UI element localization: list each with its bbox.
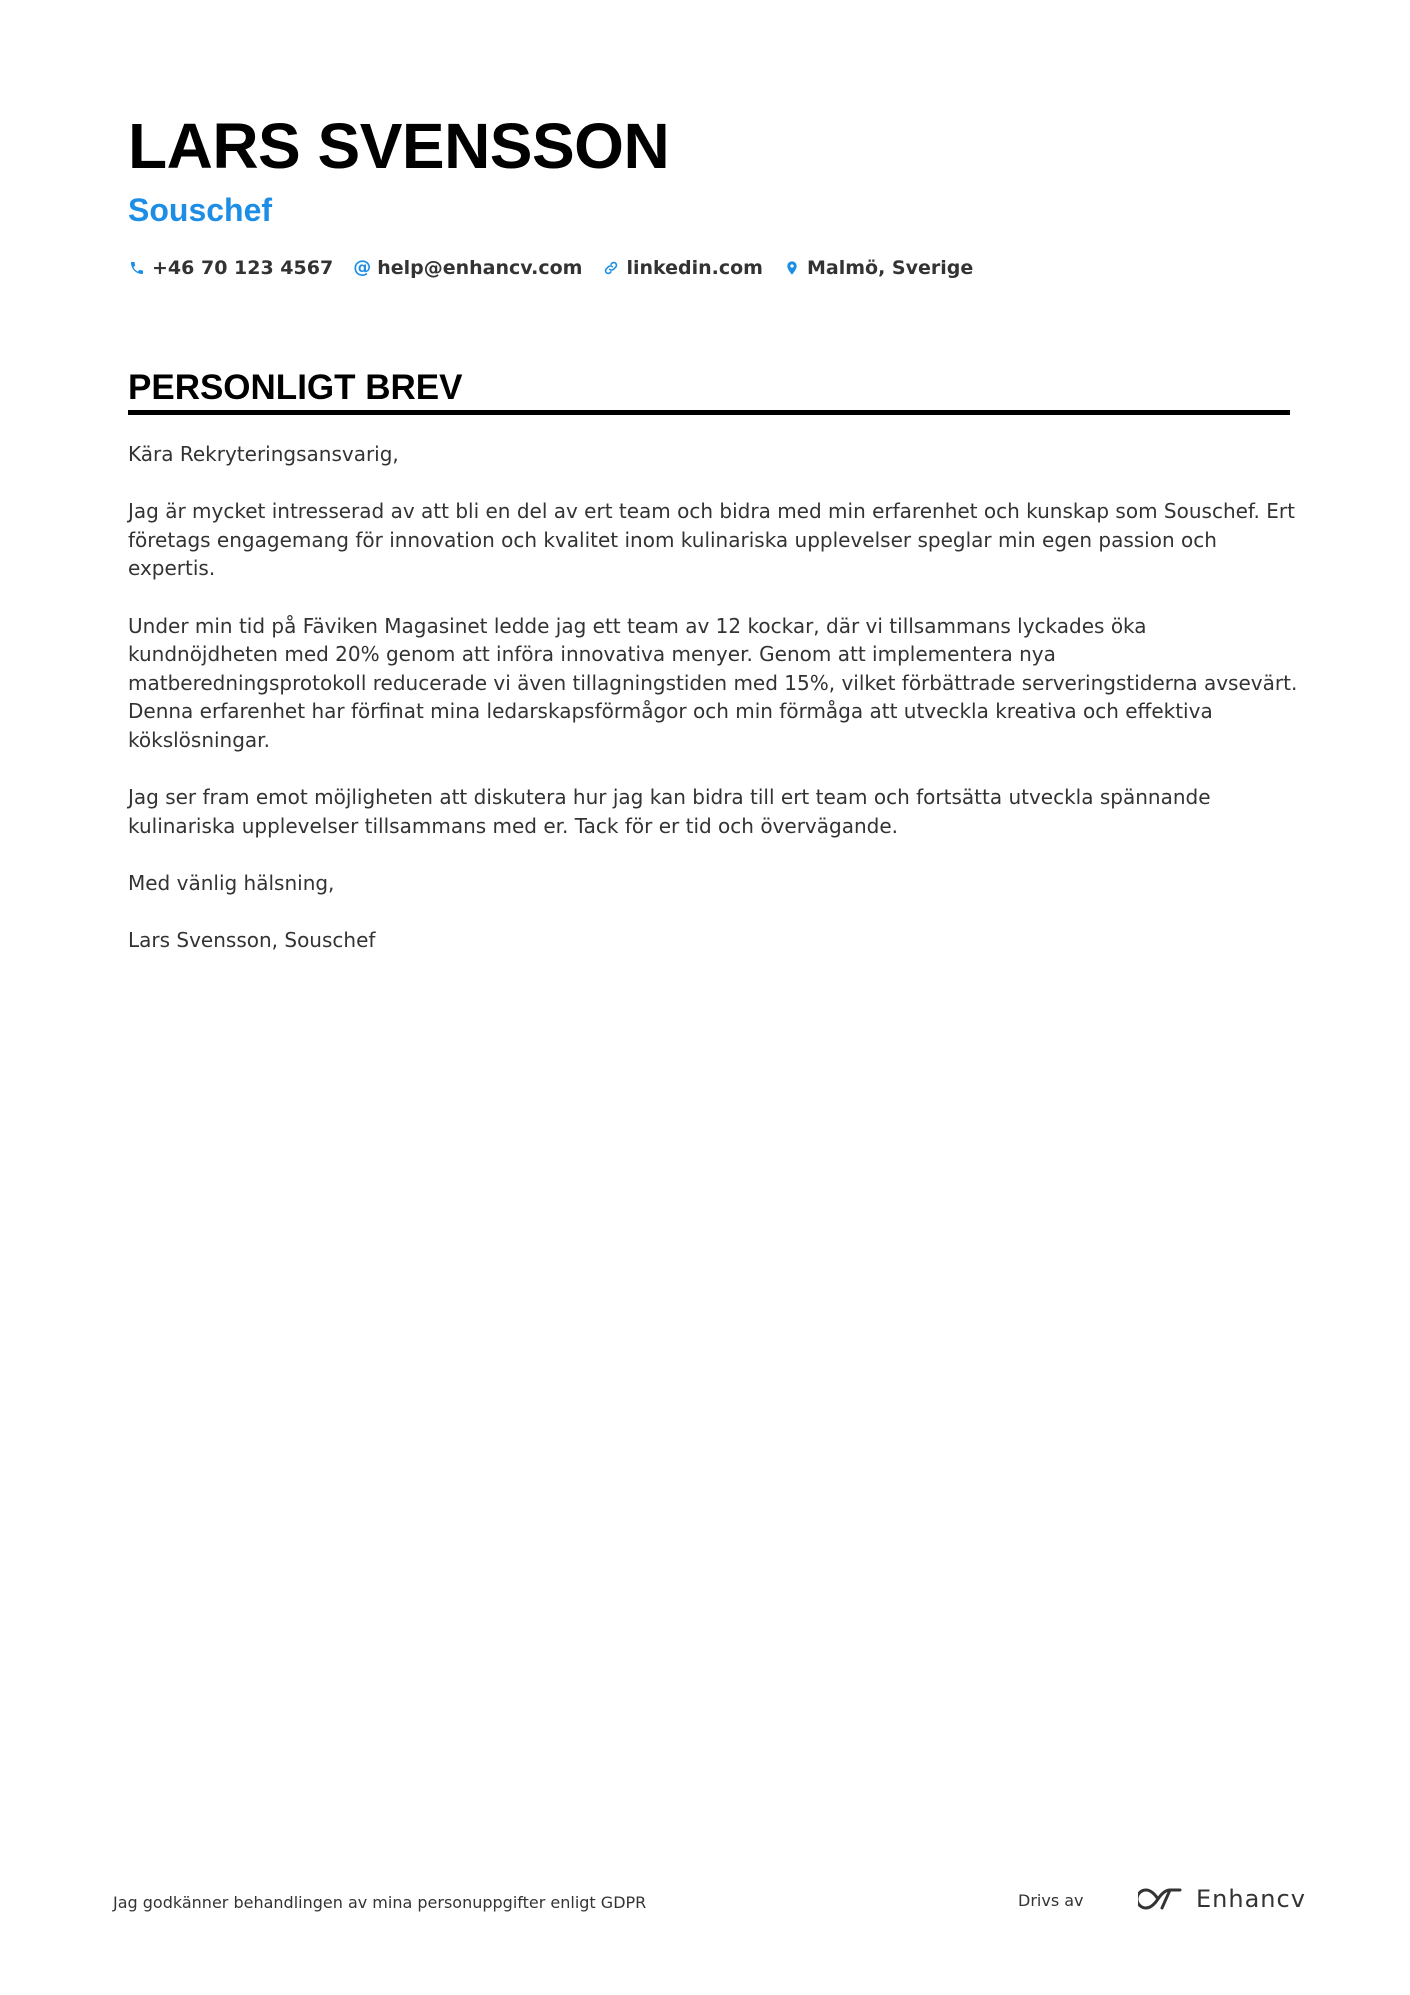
enhancv-brand[interactable] bbox=[1138, 1884, 1306, 1914]
candidate-name: LARS SVENSSON bbox=[128, 110, 670, 182]
contact-email[interactable] bbox=[353, 257, 582, 279]
contact-phone-text: +46 70 123 4567 bbox=[152, 257, 334, 279]
letter-paragraph: Jag är mycket intresserad av att bli en del av ert team och bidra med min erfarenhet och kunskap som Souschef. Ert företags engagemang för innovation och kvalitet inom kulinariska upplevelser speglar min egen passion och expertis. bbox=[128, 499, 1295, 581]
candidate-role: Souschef bbox=[128, 192, 273, 228]
contact-location bbox=[783, 257, 973, 279]
letter-greeting: Kära Rekryteringsansvarig, bbox=[128, 442, 399, 466]
contact-linkedin-text: linkedin.com bbox=[626, 257, 763, 279]
contact-bar bbox=[128, 253, 993, 283]
section-divider bbox=[128, 410, 1290, 415]
enhancv-brand-name: Enhancv bbox=[1196, 1885, 1306, 1913]
contact-email-text: help@enhancv.com bbox=[377, 257, 583, 279]
contact-phone[interactable] bbox=[128, 257, 333, 279]
location-pin-icon bbox=[783, 258, 801, 278]
phone-icon bbox=[128, 258, 146, 278]
contact-linkedin[interactable] bbox=[602, 257, 763, 279]
enhancv-logo-icon bbox=[1138, 1884, 1186, 1914]
section-title: PERSONLIGT BREV bbox=[128, 368, 463, 407]
contact-location-text: Malmö, Sverige bbox=[806, 257, 974, 279]
link-icon bbox=[602, 258, 620, 278]
powered-by-label: Drivs av bbox=[1018, 1891, 1084, 1910]
letter-paragraph: Jag ser fram emot möjligheten att diskutera hur jag kan bidra till ert team och fortsätta utveckla spännande kulinariska upplevelser tillsammans med er. Tack för er tid och övervägande. bbox=[128, 785, 1211, 838]
at-icon: @ bbox=[353, 257, 372, 278]
letter-closing: Med vänlig hälsning, bbox=[128, 870, 335, 895]
letter-signature: Lars Svensson, Souschef bbox=[128, 928, 376, 953]
letter-body bbox=[128, 440, 1298, 983]
gdpr-consent: Jag godkänner behandlingen av mina personuppgifter enligt GDPR bbox=[113, 1893, 647, 1912]
letter-paragraph: Under min tid på Fäviken Magasinet ledde jag ett team av 12 kockar, där vi tillsammans lyckades öka kundnöjdheten med 20% genom att införa innovativa menyer. Genom att implementera nya matberedningsprotokoll reducerade vi även tillagningstiden med 15%, vilket förbättrade serveringstiderna avsevärt. Denna erfarenhet har förfinat mina ledarskapsförmågor och min förmåga att utveckla kreativa och effektiva kökslösningar. bbox=[128, 613, 1298, 752]
